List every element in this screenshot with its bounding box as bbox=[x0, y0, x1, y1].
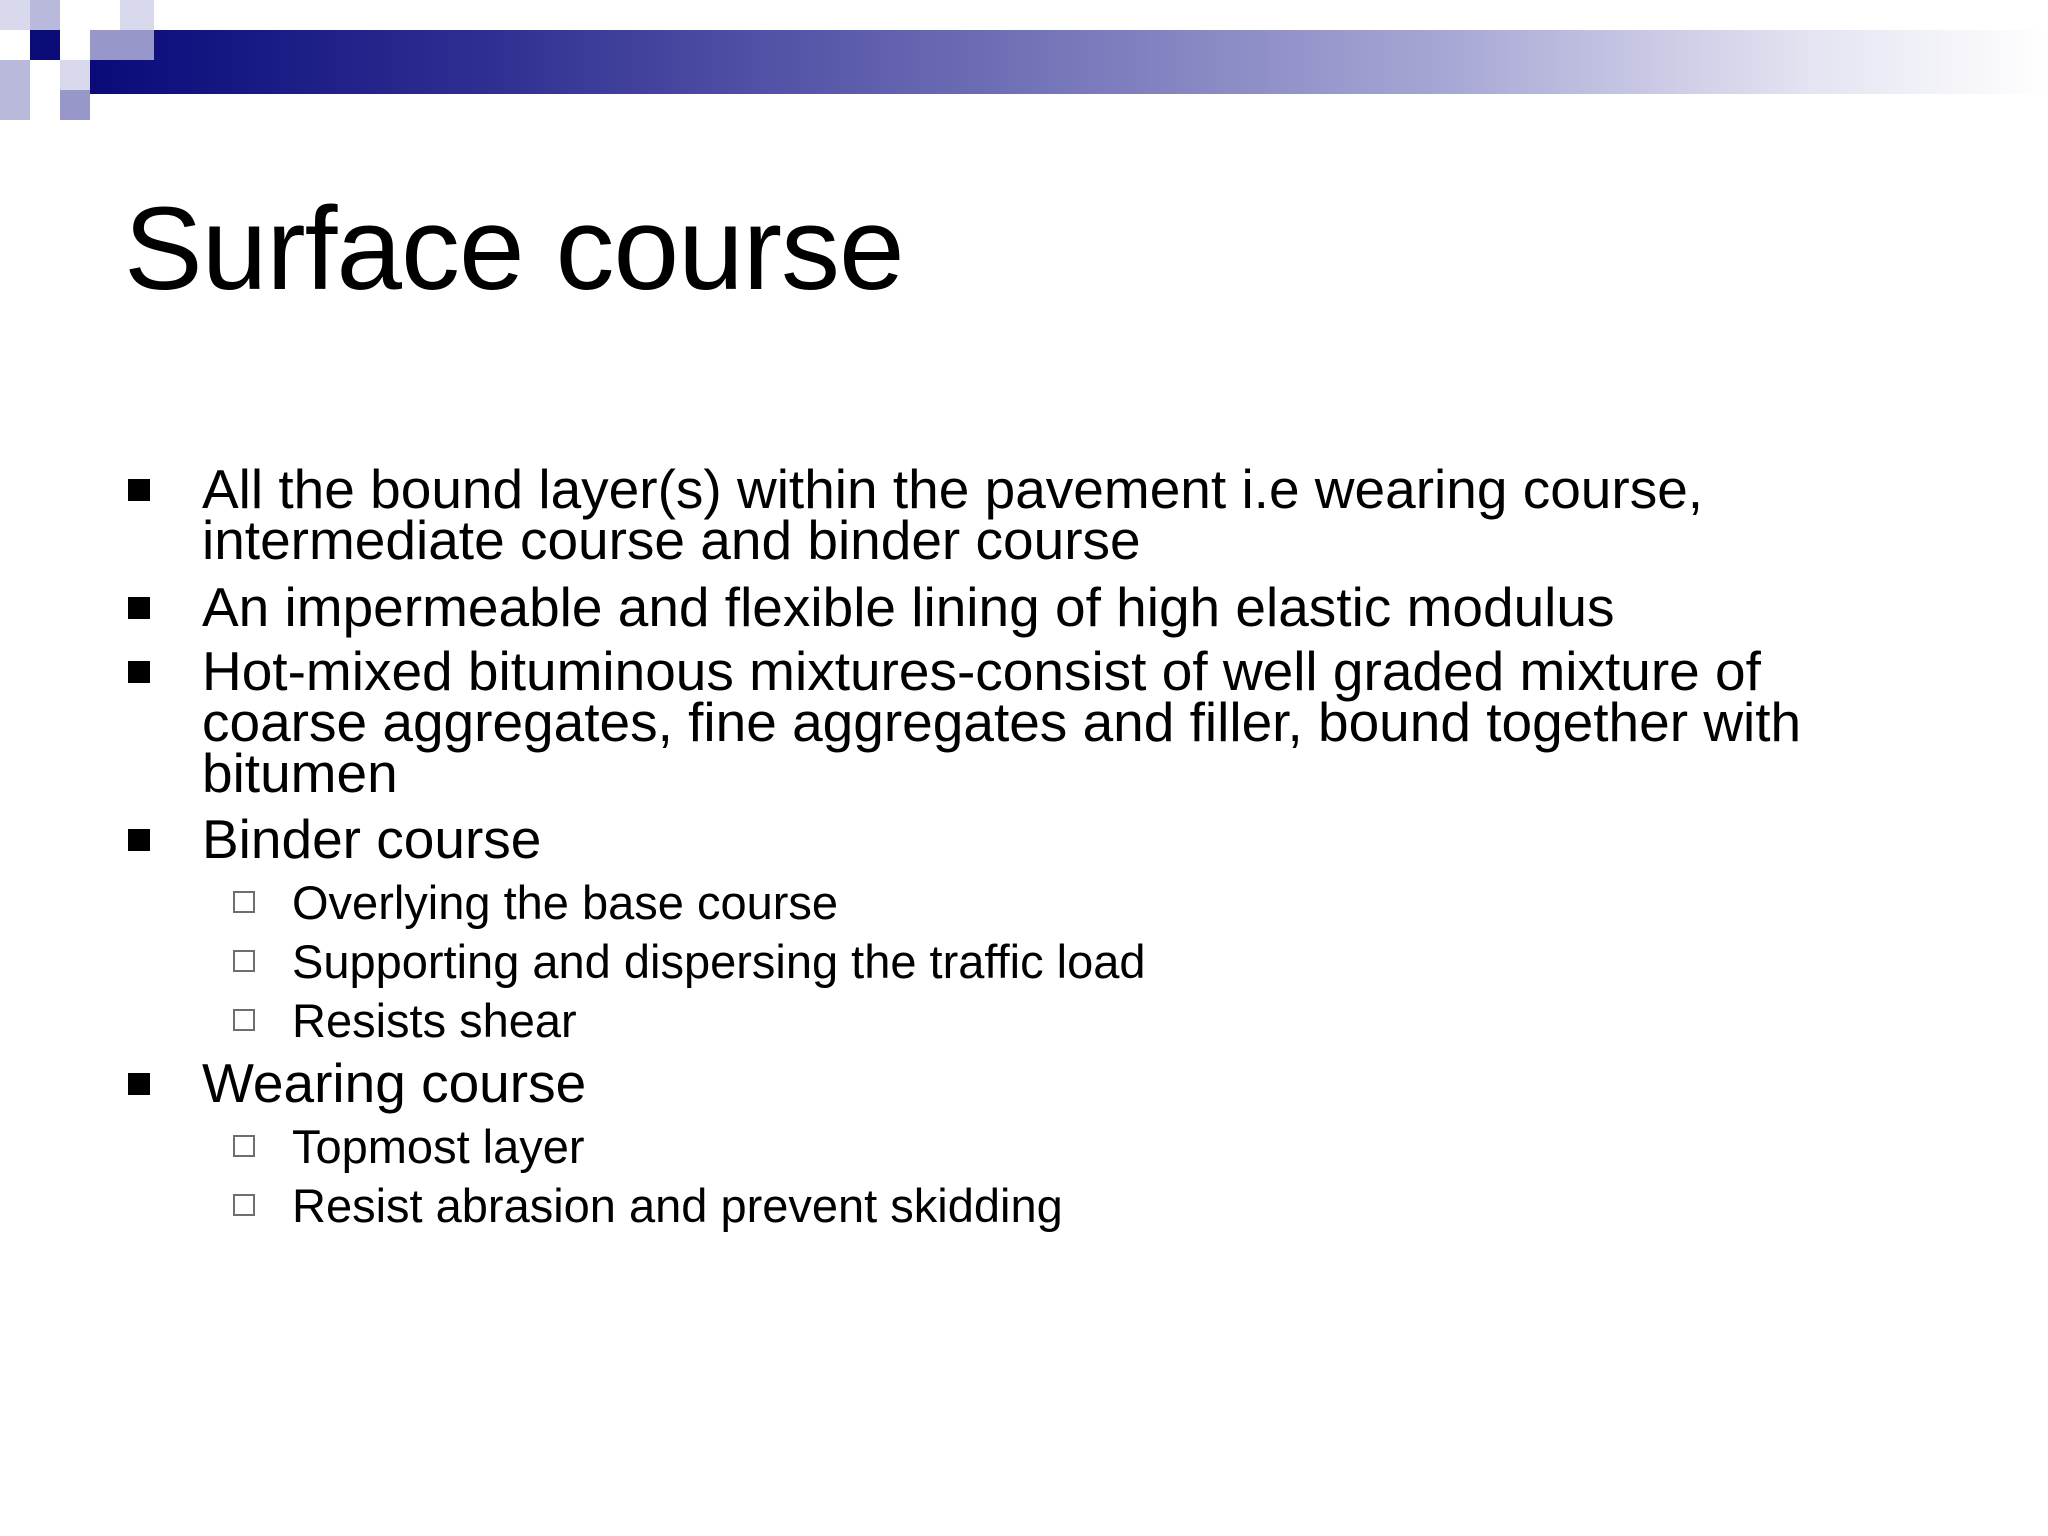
bullet-text-line: All the bound layer(s) within the pavement i.e wearing course, bbox=[202, 458, 1704, 520]
sub-bullet-text: Overlying the base course bbox=[292, 876, 839, 929]
bullet-text-line: An impermeable and flexible lining of high elastic modulus bbox=[202, 576, 1615, 638]
sub-bullet-text: Topmost layer bbox=[292, 1120, 585, 1173]
logo-square bbox=[0, 60, 30, 120]
bullet-text-line: Wearing course bbox=[202, 1052, 587, 1114]
filled-square-icon bbox=[128, 479, 150, 501]
bullet-text-line: Binder course bbox=[202, 808, 542, 870]
header-gradient-bar bbox=[90, 30, 2048, 94]
bullet-text-line: intermediate course and binder course bbox=[202, 509, 1141, 571]
logo-square bbox=[90, 30, 154, 60]
bullet-text-line: coarse aggregates, fine aggregates and filler, bound together with bbox=[202, 691, 1802, 753]
hollow-square-icon bbox=[233, 950, 255, 972]
bullet-text-line: Hot-mixed bituminous mixtures-consist of well graded mixture of bbox=[202, 640, 1761, 702]
sub-bullet-text: Resist abrasion and prevent skidding bbox=[292, 1179, 1063, 1232]
hollow-square-icon bbox=[233, 1009, 255, 1031]
logo-square bbox=[120, 0, 154, 30]
logo-square bbox=[60, 90, 90, 120]
hollow-square-icon bbox=[233, 1194, 255, 1216]
bullet-text-line: bitumen bbox=[202, 742, 398, 804]
logo-square bbox=[30, 0, 60, 30]
filled-square-icon bbox=[128, 829, 150, 851]
sub-bullet-text: Resists shear bbox=[292, 994, 577, 1047]
logo-square bbox=[30, 30, 60, 60]
hollow-square-icon bbox=[233, 891, 255, 913]
logo-square bbox=[60, 60, 90, 90]
sub-bullet-text: Supporting and dispersing the traffic load bbox=[292, 935, 1146, 988]
hollow-square-icon bbox=[233, 1135, 255, 1157]
filled-square-icon bbox=[128, 661, 150, 683]
slide-title: Surface course bbox=[124, 183, 904, 315]
logo-square bbox=[0, 0, 30, 30]
filled-square-icon bbox=[128, 1073, 150, 1095]
filled-square-icon bbox=[128, 597, 150, 619]
